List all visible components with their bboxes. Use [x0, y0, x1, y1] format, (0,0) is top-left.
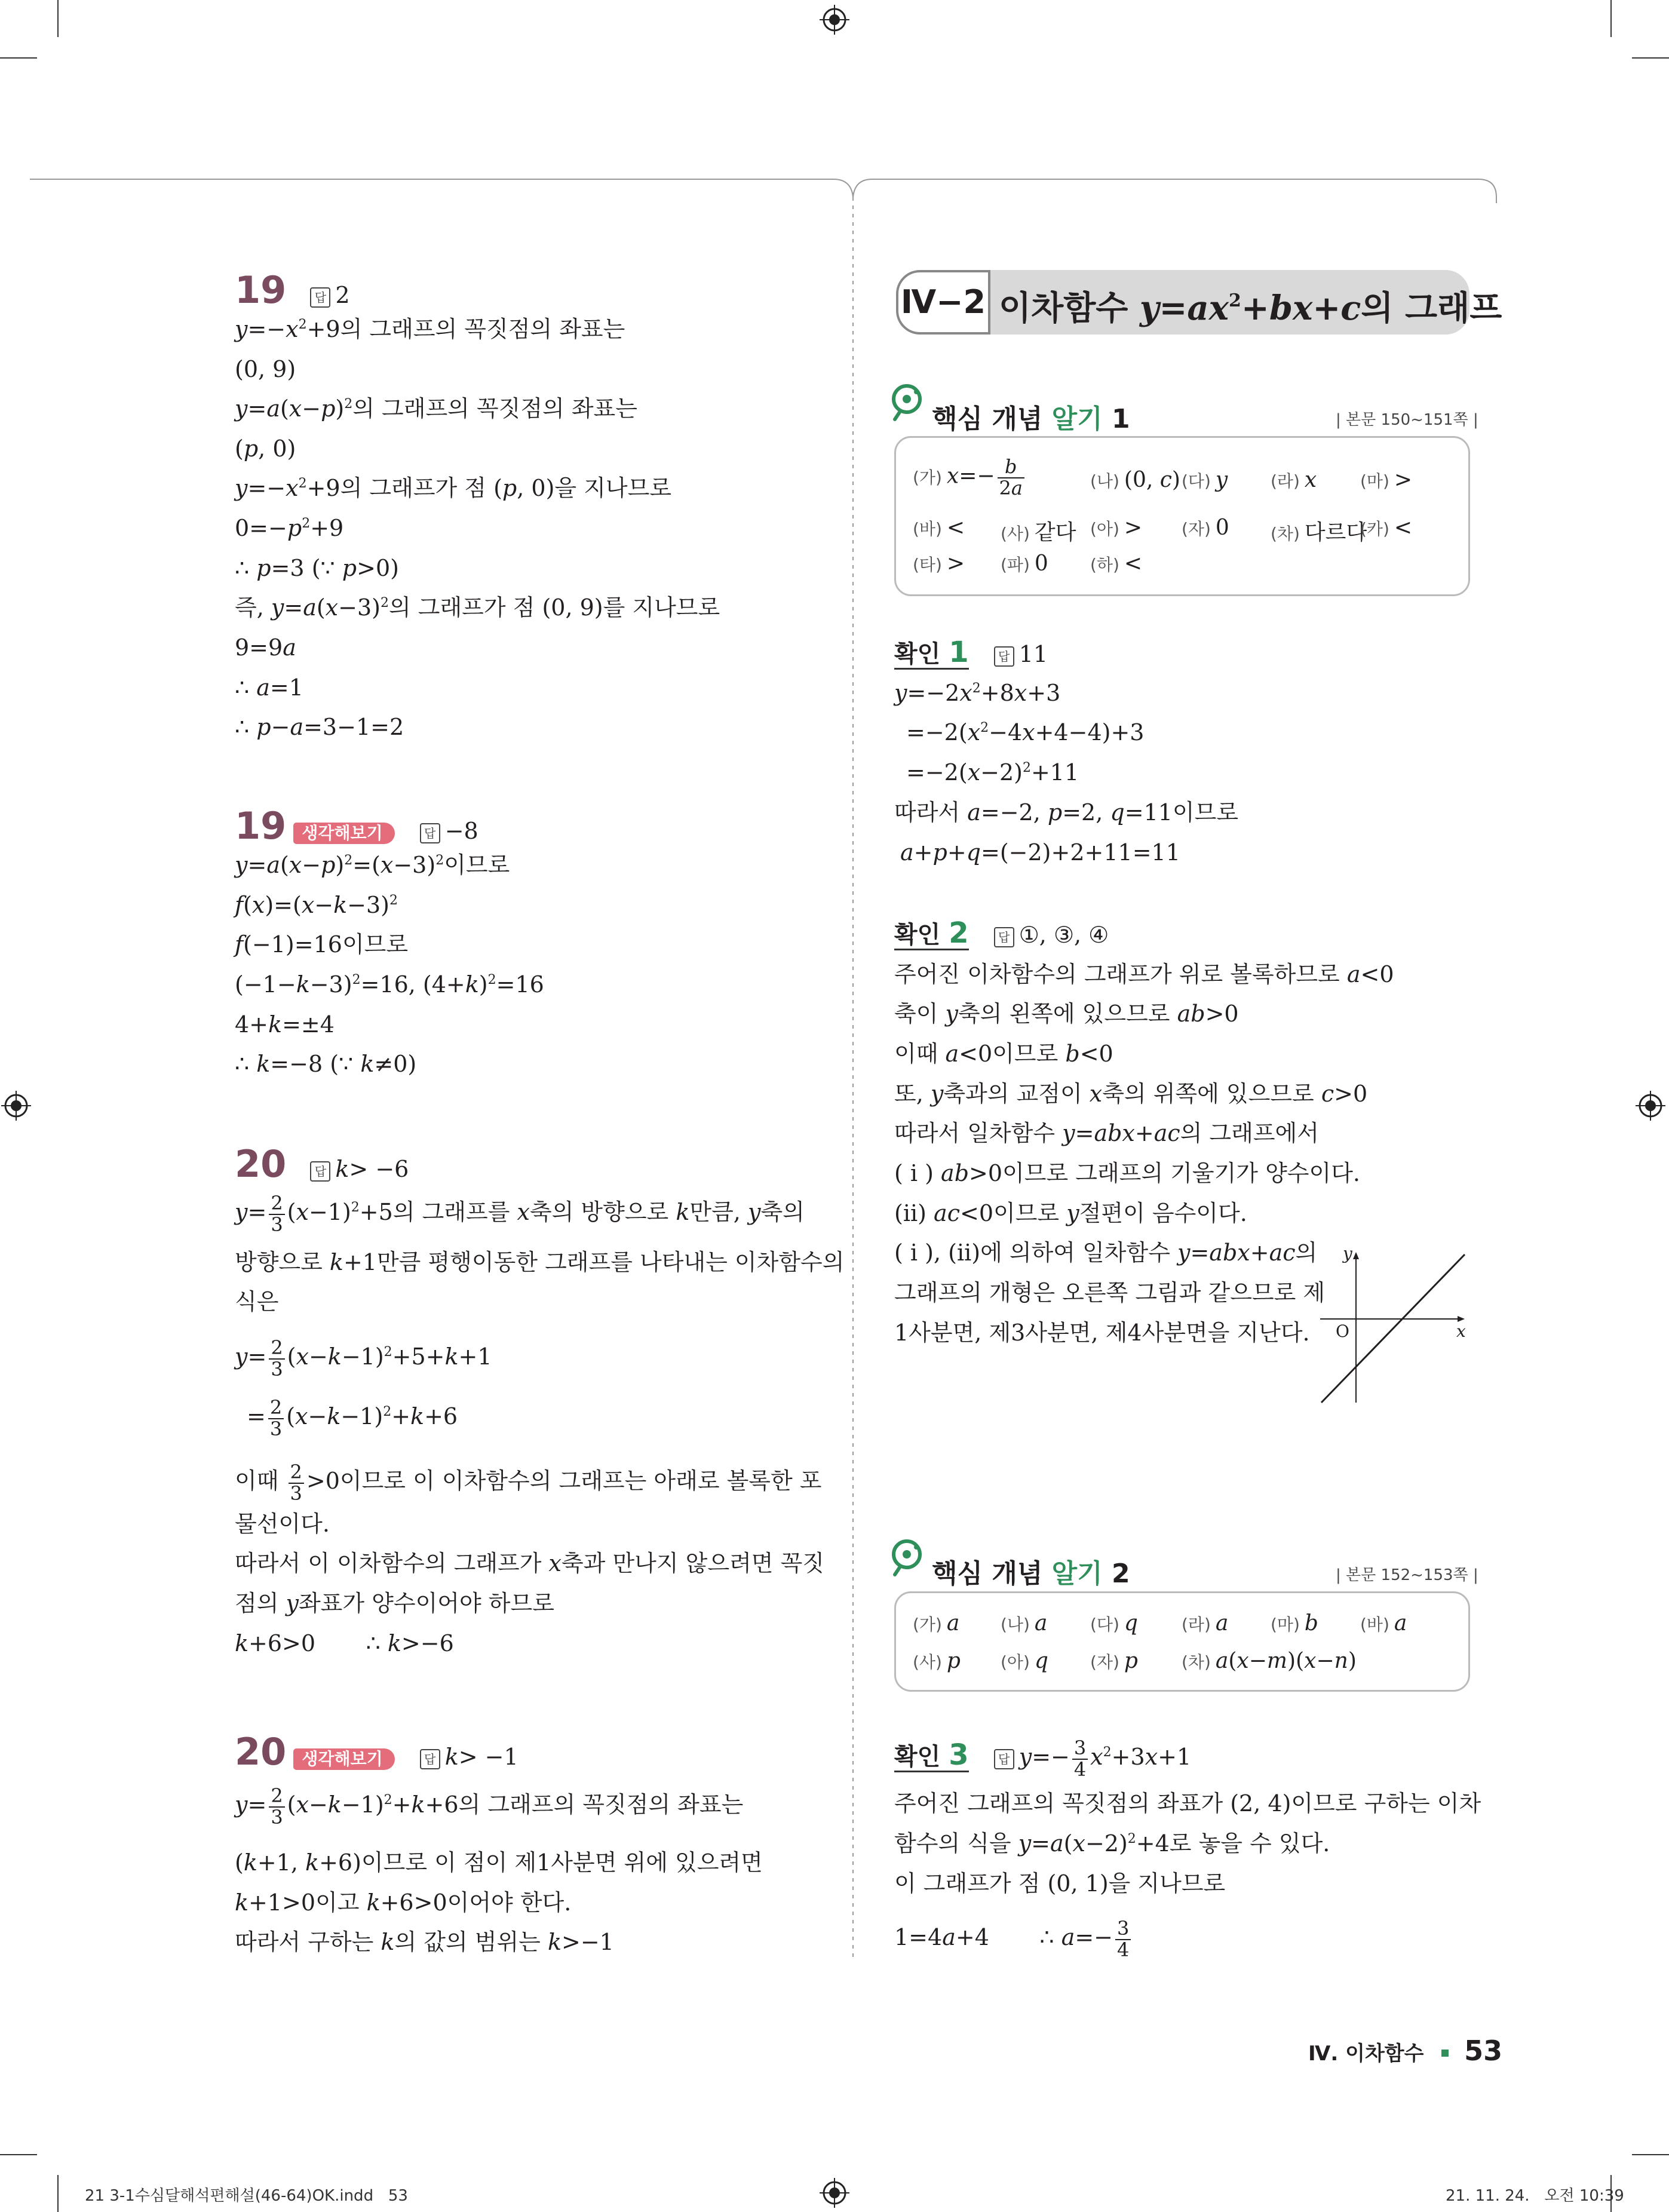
section-title-prefix: 이차함수	[999, 289, 1140, 328]
check1-line-4: 따라서 a=−2, p=2, q=11이므로	[894, 799, 1239, 826]
c1-item-ha: (하) <	[1090, 551, 1143, 576]
concept1-ref: | 본문 150~151쪽 |	[1336, 411, 1478, 429]
q20-line-3: 식은	[235, 1288, 279, 1315]
q19t-line-6: ∴ k=−8 (∵ k≠0)	[235, 1051, 417, 1077]
c1-item-ta: (타) >	[913, 551, 965, 576]
section-title-suffix: 의 그래프	[1361, 289, 1502, 328]
check3-line-2: 함수의 식을 $y=a(x-2)^2+4$로 놓을 수 있다.	[894, 1830, 1330, 1857]
check1-line-1: $y=-2x^2+8x+3$	[894, 680, 1061, 706]
q19-line-7: ∴ p=3 (∵ p>0)	[235, 555, 399, 581]
c1-item-ma: (마) >	[1360, 468, 1413, 492]
q19-line-1: $y=-x^2+9$의 그래프의 꼭짓점의 좌표는	[235, 316, 625, 342]
c1-item-da: (다) y	[1182, 468, 1228, 492]
print-date: 21. 11. 24. 오전 10:39	[1446, 2187, 1624, 2205]
q20-header	[235, 1142, 409, 1186]
c1-item-ga: (가) x=− $\frac{b}{2a}$	[913, 457, 1027, 498]
check2-label: 확인 2	[894, 916, 969, 950]
c2-item-ja: (자) p	[1090, 1649, 1138, 1673]
q20-line-4: y= $\frac{2}{3}$ $(x-k-1)^2+5+k+1$	[235, 1336, 492, 1380]
q20-line-6: 이때 $\frac{2}{3}$ >0이므로 이 이차함수의 그래프는 아래로 볼록한 포	[235, 1461, 822, 1505]
c2-item-cha: (차) a(x−m)(x−n)	[1182, 1649, 1357, 1673]
check1-line-5: a+p+q=(−2)+2+11=11	[900, 839, 1180, 866]
c2-item-ma: (마) b	[1271, 1611, 1318, 1636]
check2-line-2: 축이 y축의 왼쪽에 있으므로 ab>0	[894, 1001, 1239, 1027]
check2-line-8: ( i ), (ii)에 의하여 일차함수 y=abx+ac의	[894, 1240, 1318, 1266]
lightbulb-icon	[889, 381, 931, 423]
c1-item-pa: (파) 0	[1001, 551, 1048, 576]
q20t-answer-rest: > −1	[458, 1744, 519, 1770]
q19-line-11: ∴ p−a=3−1=2	[235, 714, 404, 740]
c1-item-cha: (차) 다르다	[1271, 520, 1367, 545]
check2-line-4: 또, y축과의 교점이 x축의 위쪽에 있으므로 c>0	[894, 1081, 1368, 1107]
c1-item-ja: (자) 0	[1182, 516, 1229, 540]
check2-line-1: 주어진 이차함수의 그래프가 위로 볼록하므로 a<0	[894, 961, 1394, 987]
q20-line-8: 따라서 이 이차함수의 그래프가 x축과 만나지 않으려면 꼭짓	[235, 1550, 824, 1576]
c1-item-ka: (카) <	[1360, 516, 1413, 540]
check1-line-3: $=-2(x-2)^2+11$	[906, 759, 1079, 786]
q19t-line-4: $(-1-k-3)^2=16$, $(4+k)^2=16$	[235, 971, 544, 998]
check2-line-5: 따라서 일차함수 y=abx+ac의 그래프에서	[894, 1120, 1319, 1146]
check3-line-3: 이 그래프가 점 (0, 1)을 지나므로	[894, 1870, 1226, 1897]
c2-item-na: (나) a	[1001, 1611, 1048, 1636]
check2-line-9: 그래프의 개형은 오른쪽 그림과 같으므로 제	[894, 1280, 1326, 1306]
q20t-line-3: k+1>0이고 k+6>0이어야 한다.	[235, 1889, 572, 1916]
q19t-line-3: f(−1)=16이므로	[235, 931, 409, 958]
concept1-box	[894, 436, 1470, 596]
answer-icon: 답	[994, 1749, 1014, 1769]
c2-item-a: (아) q	[1001, 1649, 1048, 1673]
answer-icon: 답	[420, 823, 440, 843]
q19t-answer: −8	[444, 818, 478, 844]
check3-label: 확인 3	[894, 1738, 969, 1772]
q20t-number: 20	[235, 1730, 287, 1774]
c2-item-ba: (바) a	[1360, 1611, 1407, 1636]
check1-answer: 11	[1018, 641, 1048, 667]
check2-line-10: 1사분면, 제3사분면, 제4사분면을 지난다.	[894, 1320, 1310, 1346]
concept2-title: 핵심 개념 알기 2	[932, 1558, 1130, 1589]
q20-line-5: = $\frac{2}{3}$ $(x-k-1)^2+k+6$	[247, 1396, 458, 1440]
q20t-header	[235, 1730, 519, 1774]
check2-line-6: ( i ) ab>0이므로 그래프의 기울기가 양수이다.	[894, 1160, 1360, 1186]
think-tag: 생각해보기	[293, 1748, 394, 1770]
q19-line-2: (0, 9)	[235, 356, 296, 382]
svg-text:y: y	[1343, 1244, 1352, 1263]
c1-item-a: (아) >	[1090, 516, 1143, 540]
q20-answer-rest: > −6	[349, 1156, 409, 1182]
c2-item-da: (다) q	[1090, 1611, 1138, 1636]
concept2-ref: | 본문 152~153쪽 |	[1336, 1566, 1478, 1584]
c1-item-na: (나) (0, c)	[1090, 468, 1180, 492]
q20t-line-1: y= $\frac{2}{3}$ $(x-k-1)^2+k+6$의 그래프의 꼭짓점의 좌표는	[235, 1784, 744, 1828]
q19-line-4: (p, 0)	[235, 435, 296, 462]
q20t-line-2: (k+1, k+6)이므로 이 점이 제1사분면 위에 있으려면	[235, 1849, 763, 1876]
check2-answer: ①, ③, ④	[1018, 922, 1109, 948]
q19-line-3: $y=a(x-p)^2$의 그래프의 꼭짓점의 좌표는	[235, 395, 637, 422]
q19-line-8: 즉, $y=a(x-3)^2$의 그래프가 점 (0, 9)를 지나므로	[235, 594, 720, 621]
q19-answer: 2	[335, 282, 350, 308]
answer-icon: 답	[994, 927, 1014, 947]
c1-item-sa: (사) 같다	[1001, 520, 1076, 545]
linear-graph	[1314, 1241, 1475, 1409]
check1-line-2: $=-2(x^2-4x+4-4)+3$	[906, 719, 1145, 745]
lightbulb-icon	[889, 1536, 931, 1578]
q19t-number: 19	[235, 804, 287, 848]
q20-line-9: 점의 y좌표가 양수이어야 하므로	[235, 1590, 554, 1616]
section-title: 이차함수 $y=ax^2+bx+c$의 그래프	[999, 289, 1502, 328]
check1-header	[894, 638, 1048, 667]
q19t-header	[235, 804, 478, 848]
svg-text:x: x	[1456, 1321, 1466, 1341]
answer-icon: 답	[310, 1161, 330, 1182]
q20-line-2: 방향으로 k+1만큼 평행이동한 그래프를 나타내는 이차함수의	[235, 1249, 845, 1275]
c1-item-ba: (바) <	[913, 516, 965, 540]
check2-header	[894, 916, 1109, 950]
chapter-label: Ⅳ. 이차함수 53	[1308, 2035, 1503, 2067]
q20-answer-var: k	[335, 1156, 349, 1182]
answer-icon: 답	[420, 1749, 440, 1769]
q19t-line-1: $y=a(x-p)^2=(x-3)^2$이므로	[235, 852, 510, 878]
c2-item-ra: (라) a	[1182, 1611, 1229, 1636]
q19t-line-2: $f(x)=(x-k-3)^2$	[235, 892, 398, 918]
page-number: 53	[1464, 2035, 1503, 2067]
check3-line-1: 주어진 그래프의 꼭짓점의 좌표가 (2, 4)이므로 구하는 이차	[894, 1790, 1481, 1817]
concept2-box	[894, 1591, 1470, 1692]
c1-item-ra: (라) x	[1271, 468, 1317, 492]
concept1-title: 핵심 개념 알기 1	[932, 404, 1130, 434]
q20-line-7: 물선이다.	[235, 1511, 330, 1537]
q19-number: 19	[235, 268, 287, 312]
c2-item-sa: (사) p	[913, 1649, 961, 1673]
check3-line-4: 1=4a+4 ∴ a=− $\frac{3}{4}$	[894, 1919, 1133, 1960]
q19-header	[235, 268, 350, 312]
q19-line-6: $0=-p^2+9$	[235, 515, 344, 541]
q19-line-5: $y=-x^2+9$의 그래프가 점 (p, 0)을 지나므로	[235, 475, 672, 501]
answer-icon: 답	[994, 646, 1014, 667]
print-file-name: 21 3-1수심달해석편해설(46-64)OK.indd 53	[85, 2187, 408, 2205]
think-tag: 생각해보기	[293, 823, 394, 844]
q20t-line-4: 따라서 구하는 k의 값의 범위는 k>−1	[235, 1929, 614, 1955]
answer-icon: 답	[310, 287, 330, 308]
section-header	[896, 270, 1502, 335]
bullet-icon	[1441, 2050, 1449, 2057]
check3-header: 확인 3 답 y=− $\frac{3}{4}$ $x^2+3x+1$	[894, 1737, 1192, 1781]
check2-line-7: (ii) ac<0이므로 y절편이 음수이다.	[894, 1200, 1247, 1226]
check1-label: 확인 1	[894, 636, 969, 669]
q19-line-9: 9=9a	[235, 634, 296, 661]
q20-number: 20	[235, 1142, 287, 1186]
q20-line-10: k+6>0 ∴ k>−6	[235, 1630, 454, 1656]
svg-text:O: O	[1336, 1321, 1349, 1341]
section-code: Ⅳ−2	[896, 270, 990, 335]
q19-line-10: ∴ a=1	[235, 674, 303, 701]
check2-line-3: 이때 a<0이므로 b<0	[894, 1041, 1113, 1067]
q20-line-1: y= $\frac{2}{3}$ $(x-1)^2+5$의 그래프를 x축의 방향으로 k만큼, y축의	[235, 1192, 805, 1236]
q19t-line-5: 4+k=±4	[235, 1011, 335, 1038]
q20t-answer-var: k	[444, 1744, 459, 1770]
c2-item-ga: (가) a	[913, 1611, 960, 1636]
